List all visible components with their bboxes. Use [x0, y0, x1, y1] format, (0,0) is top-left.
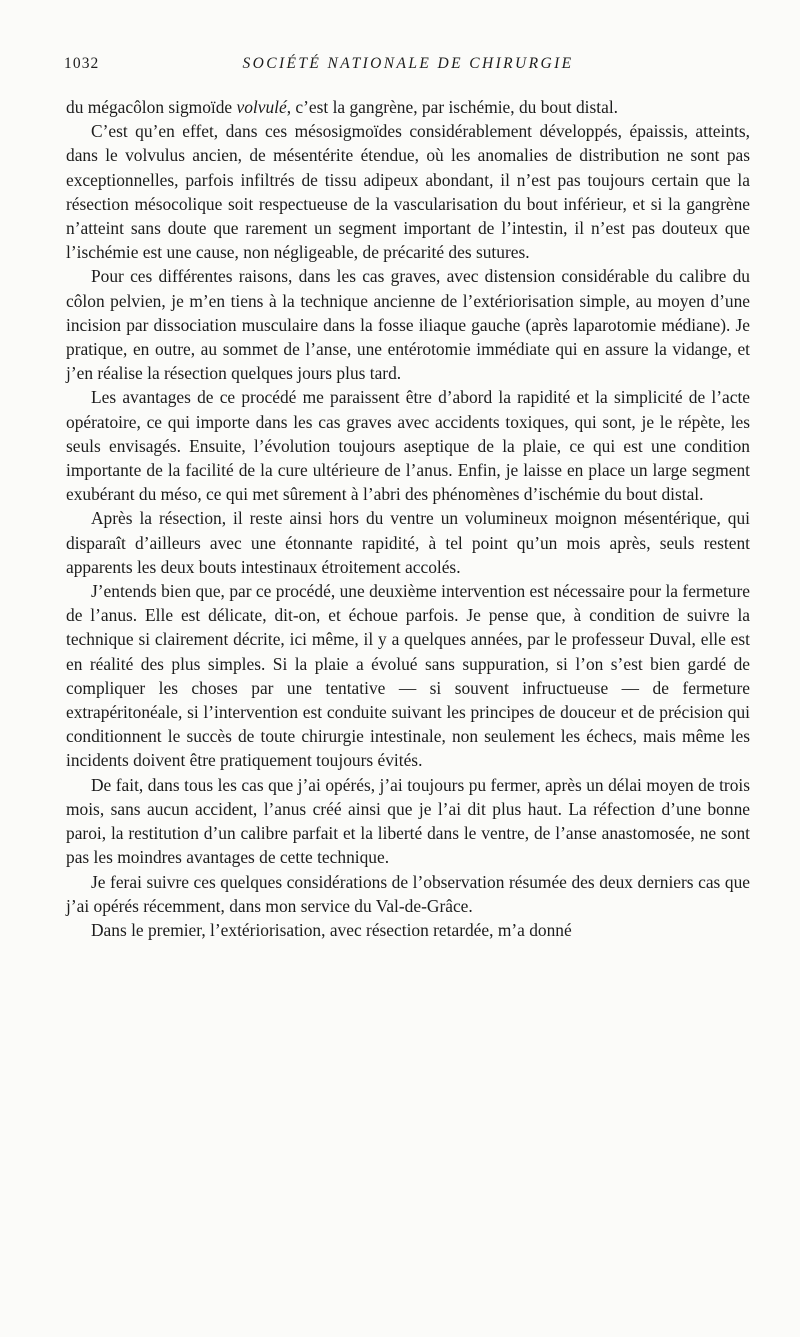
paragraph-6: J’entends bien que, par ce procédé, une deuxième intervention est nécessaire pour la fermeture de l’anus. Elle est délicate, dit-on, et échoue parfois. Je pense que, à condition de suivre la technique si clairement décrite, ici même, il y a quelques années, par le professeur Duval, elle est en réalité des plus simples. Si la plaie a évolué sans suppuration, si l’on s’est bien gardé de compliquer les choses par une tentative — si souvent infructueuse — de fermeture extrapéritonéale, si l’intervention est conduite suivant les principes de douceur et de précision qui conditionnent le succès de toute chirurgie intestinale, non seulement les échecs, mais même les incidents doivent être pratiquement toujours évités. [66, 581, 750, 771]
paragraph-1-text-start: du mégacôlon sigmoïde [66, 97, 237, 117]
article-body [66, 95, 750, 942]
paragraph-7: De fait, dans tous les cas que j’ai opérés, j’ai toujours pu fermer, après un délai moyen de trois mois, sans aucun accident, l’anus créé ainsi que je l’ai dit plus haut. La réfection d’une bonne paroi, la restitution d’un calibre parfait et la liberté dans le ventre, de l’anse anastomosée, ne sont pas les moindres avantages de cette technique. [66, 774, 750, 868]
running-header [66, 50, 750, 76]
paragraph-3: Pour ces différentes raisons, dans les cas graves, avec distension considérable du calibre du côlon pelvien, je m’en tiens à la technique ancienne de l’extériorisation simple, au moyen d’une incision par dissociation musculaire dans la fosse iliaque gauche (après laparotomie médiane). Je pratique, en outre, au sommet de l’anse, une entérotomie immédiate qui en assure la vidange, et j’en réalise la résection quelques jours plus tard. [66, 266, 750, 384]
page-number: 1032 [64, 55, 100, 72]
paragraph-5: Après la résection, il reste ainsi hors du ventre un volumineux moignon mésentérique, qui disparaît d’ailleurs avec une étonnante rapidité, à tel point qu’un mois après, seuls restent apparents les deux bouts intestinaux étroitement accolés. [66, 508, 750, 577]
paragraph-9: Dans le premier, l’extériorisation, avec résection retardée, m’a donné [91, 919, 572, 940]
paragraph-2: C’est qu’en effet, dans ces mésosigmoïdes considérablement développés, épaissis, atteints, dans le volvulus ancien, de mésentérite étendue, où les anomalies de distribution ne sont pas exceptionnelles, parfois infiltrés de tissu adipeux abondant, il n’est pas toujours certain que la résection mésocolique soit respectueuse de la vascularisation du bout inférieur, et si la gangrène n’atteint sans doute que rarement un segment important de l’intestin, il n’est pas douteux que l’ischémie est une cause, non négligeable, de précarité des sutures. [66, 121, 750, 263]
paragraph-1-text-end: , c’est la gangrène, par ischémie, du bout distal. [286, 97, 618, 117]
paragraph-8: Je ferai suivre ces quelques considérations de l’observation résumée des deux derniers cas que j’ai opérés récemment, dans mon service du Val-de-Grâce. [66, 871, 750, 916]
document-page [66, 50, 750, 942]
paragraph-4: Les avantages de ce procédé me paraissent être d’abord la rapidité et la simplicité de l’acte opératoire, ce qui importe dans les cas graves avec accidents toxiques, qui sont, je le répète, les seuls envisagés. Ensuite, l’évolution toujours aseptique de la plaie, ce qui est une condition importante de la facilité de la cure ultérieure de l’anus. Enfin, je laisse en place un large segment exubérant du méso, ce qui met sûrement à l’abri des phénomènes d’ischémie du bout distal. [66, 387, 750, 505]
paragraph-1 [66, 95, 750, 119]
journal-title: SOCIÉTÉ NATIONALE DE CHIRURGIE [242, 55, 574, 72]
italic-term: volvulé [236, 97, 287, 117]
